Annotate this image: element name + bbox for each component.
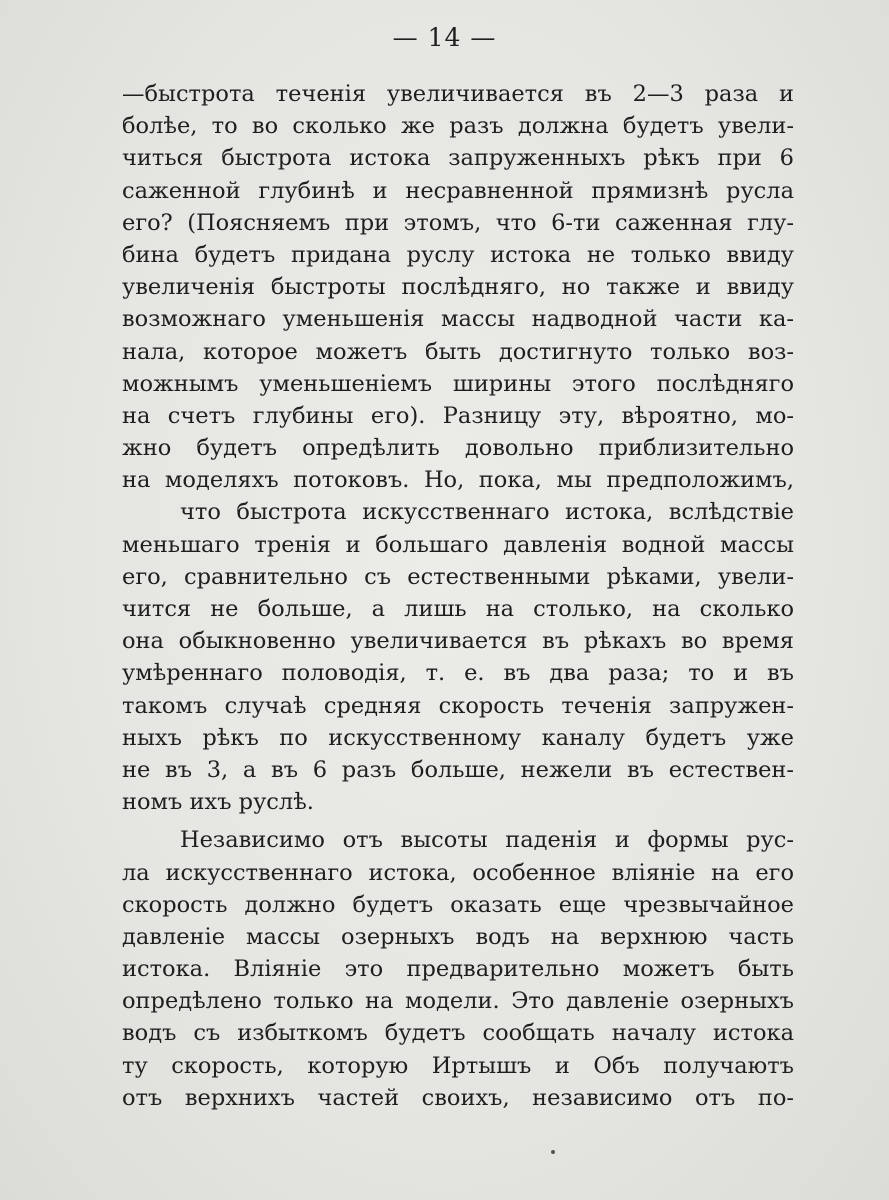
text-line: водъ съ избыткомъ будетъ сообщать началу истока xyxy=(122,1020,794,1047)
text-line: опредѣлено только на модели. Это давленіе озерныхъ xyxy=(122,988,794,1015)
text-line: ла искусственнаго истока, особенное вліяніе на его xyxy=(122,859,794,886)
text-line: давленіе массы озерныхъ водъ на верхнюю часть xyxy=(122,923,794,950)
text-line: его, сравнительно съ естественными рѣками, увели- xyxy=(122,563,794,590)
text-line: возможнаго уменьшенія массы надводной части ка- xyxy=(122,306,794,333)
paragraph-1 xyxy=(122,78,794,818)
page-number: — 14 — xyxy=(392,23,497,52)
text-line: саженной глубинѣ и несравненной прямизнѣ русла xyxy=(122,177,794,204)
text-line: на счетъ глубины его). Разницу эту, вѣроятно, мо- xyxy=(122,402,794,429)
text-line: его? (Поясняемъ при этомъ, что 6-ти саженная глу- xyxy=(122,209,794,236)
text-line: истока. Вліяніе это предварительно можетъ быть xyxy=(122,956,794,983)
text-line: жно будетъ опредѣлить довольно приблизительно xyxy=(122,435,794,462)
body-text xyxy=(122,78,794,1114)
text-line: читься быстрота истока запруженныхъ рѣкъ при 6 xyxy=(122,145,794,172)
paragraph-2 xyxy=(122,824,794,1114)
ink-speck xyxy=(551,1150,555,1154)
text-line: можнымъ уменьшеніемъ ширины этого послѣдняго xyxy=(122,370,794,397)
text-line: ту скорость, которую Иртышъ и Объ получаютъ xyxy=(122,1052,794,1079)
text-line: Независимо отъ высоты паденія и формы рус- xyxy=(180,827,794,854)
text-line: на моделяхъ потоковъ. Но, пока, мы предположимъ, xyxy=(122,467,794,494)
text-line: умѣреннаго половодія, т. е. въ два раза; то и въ xyxy=(122,660,794,687)
text-line: бина будетъ придана руслу истока не только ввиду xyxy=(122,241,794,268)
text-line: такомъ случаѣ средняя скорость теченія запружен- xyxy=(122,692,794,719)
text-line: что быстрота искусственнаго истока, вслѣдствіе xyxy=(180,499,794,526)
text-line: номъ ихъ руслѣ. xyxy=(122,789,314,816)
text-line: она обыкновенно увеличивается въ рѣкахъ во время xyxy=(122,628,794,655)
text-line: ныхъ рѣкъ по искусственному каналу будетъ уже xyxy=(122,724,794,751)
text-line: болѣе, то во сколько же разъ должна будетъ увели- xyxy=(122,113,794,140)
text-line: —быстрота теченія увеличивается въ 2—3 раза и xyxy=(122,81,794,107)
text-line: отъ верхнихъ частей своихъ, независимо отъ по- xyxy=(122,1084,794,1111)
text-line: меньшаго тренія и большаго давленія водной массы xyxy=(122,531,794,558)
text-line: скорость должно будетъ оказать еще чрезвычайное xyxy=(122,891,794,918)
text-line: увеличенія быстроты послѣдняго, но также и ввиду xyxy=(122,274,794,301)
text-line: не въ 3, а въ 6 разъ больше, нежели въ естествен- xyxy=(122,756,794,783)
text-line: нала, которое можетъ быть достигнуто только воз- xyxy=(122,338,794,365)
text-line: чится не больше, а лишь на столько, на сколько xyxy=(122,596,794,622)
